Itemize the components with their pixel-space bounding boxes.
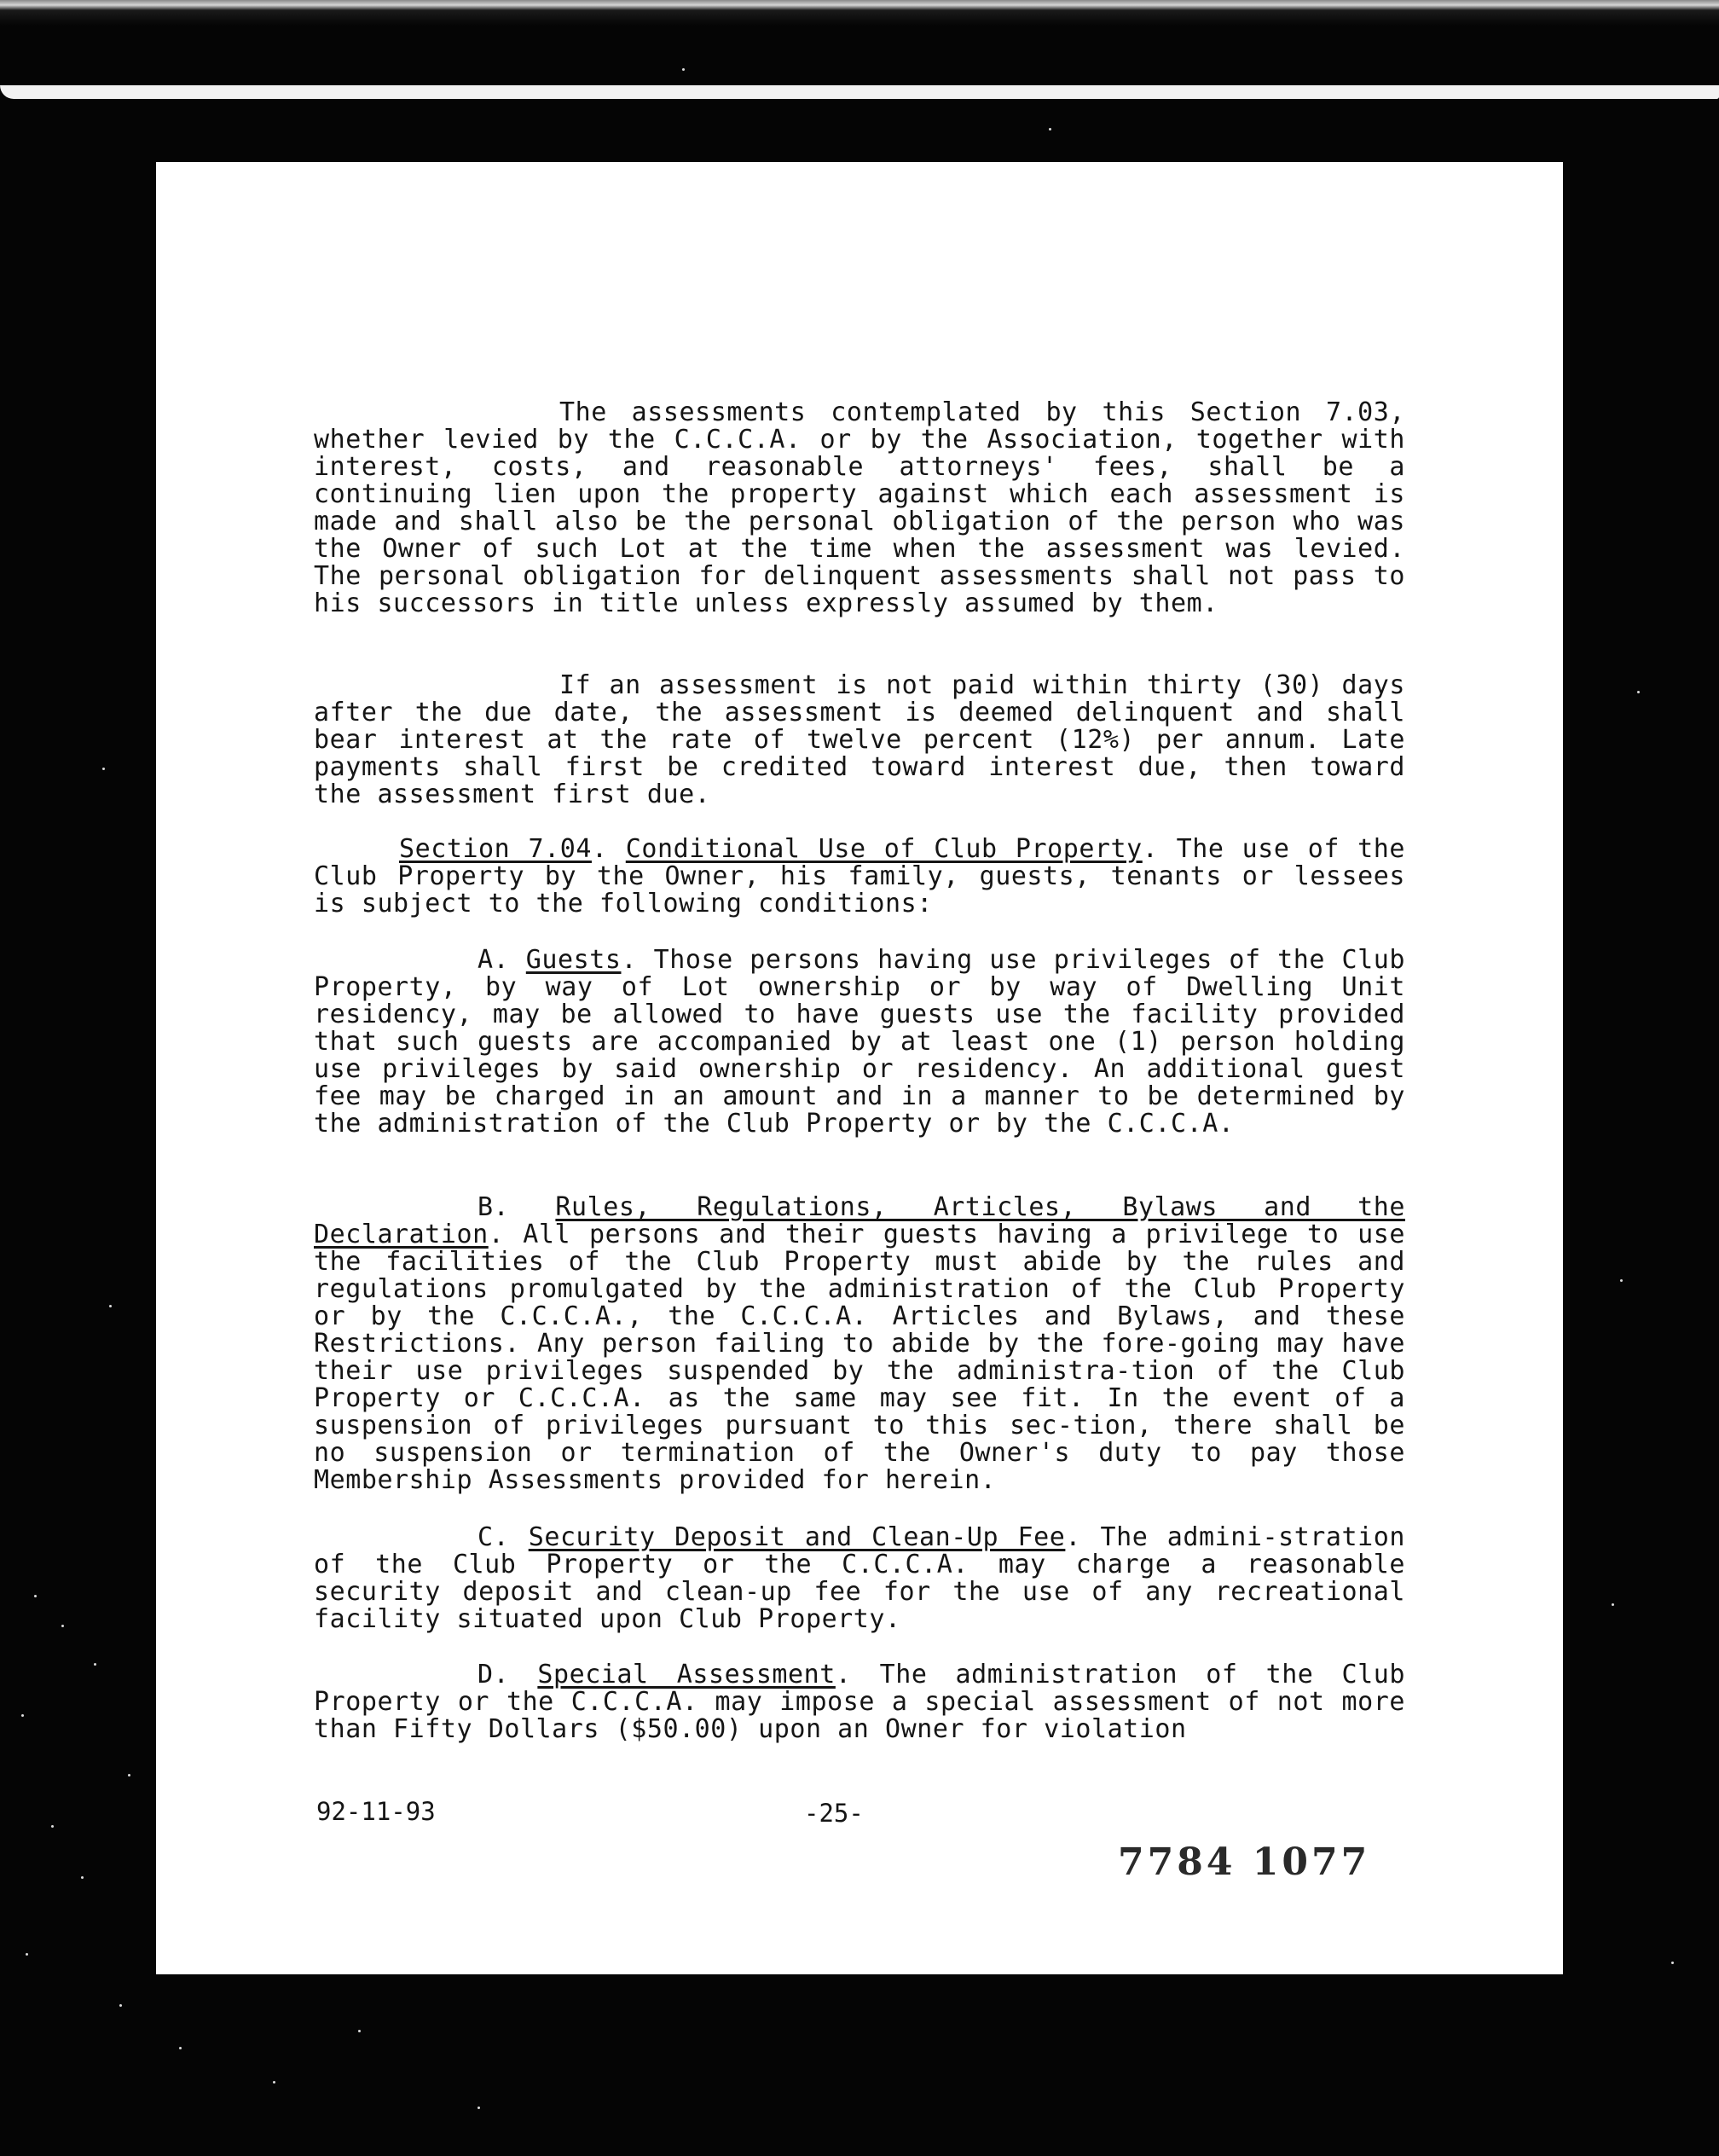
scan-noise [34, 1595, 37, 1597]
section-title: Conditional Use of Club Property [625, 834, 1143, 864]
item-body: The admini-stration of the Club Property or the C.C.C.A. may charge a reasonable security deposit and clean-up fee for the use of any recreational facility situated upon Club Property. [314, 1522, 1405, 1634]
paragraph-text: If an assessment is not paid within thirty (30) days after the due date, the assessment is deemed delinquent and shall bear interest at the rate of twelve percent (12%) per annum. Late payments shall first be credited toward interest due, then toward the assessment first due. [314, 670, 1405, 809]
item-title: Rules, Regulations, Articles, Bylaws and the Declaration [314, 1192, 1405, 1249]
scan-noise [81, 1876, 84, 1879]
scan-noise [119, 2004, 122, 2007]
scan-noise [358, 2030, 361, 2032]
paragraph-assessment-lien [314, 399, 1405, 617]
item-letter: C. [478, 1522, 510, 1552]
item-body: All persons and their guests having a privilege to use the facilities of the Club Property must abide by the rules and regulations promulgated by the administration of the Club Property or by the C.C.C.A., the C.C.C.A. Articles and Bylaws, and these Restrictions. Any person failing to abide by the fore-going may have their use privileges suspended by the administra-tion of the Club Property or C.C.C.A. as the same may see fit. In the event of a suspension of privileges pursuant to this sec-tion, there shall be no suspension or termination of the Owner's duty to pay those Membership Assessments provided for herein. [314, 1220, 1405, 1495]
scan-noise [682, 68, 685, 71]
scan-noise [1637, 691, 1640, 693]
scan-noise [21, 1714, 24, 1717]
scan-noise [94, 1663, 96, 1666]
item-c-paragraph: C. Security Deposit and Clean-Up Fee. The admini-stration of the Club Property or the C.C.C.A. may charge a reasonable security deposit and clean-up fee for the use of any recreational facility situated upon Club Property. [314, 1522, 1405, 1634]
scan-noise [109, 1305, 112, 1307]
paragraph-text: The assessments contemplated by this Section 7.03, whether levied by the C.C.C.A. or by the Association, together with interest, costs, and reasonable attorneys' fees, shall be a continuing lien upon the property against which each assessment is made and shall also be the personal obligation of the person who was the Owner of such Lot at the time when the assessment was levied. The personal obligation for delinquent assessments shall not pass to his successors in title unless expressly assumed by them. [314, 397, 1405, 618]
item-a-guests [314, 947, 1405, 1138]
scan-noise [179, 2047, 182, 2049]
item-body: The administration of the Club Property or the C.C.C.A. may impose a special assessment of not more than Fifty Dollars ($50.00) upon an Owner for violation [314, 1660, 1405, 1744]
section-7-04 [314, 836, 1405, 918]
scan-noise [1671, 1962, 1674, 1964]
scan-noise [102, 768, 105, 770]
item-title: Special Assessment [537, 1660, 836, 1689]
item-title: Security Deposit and Clean-Up Fee [528, 1522, 1066, 1552]
item-letter: B. [478, 1192, 510, 1222]
item-b-paragraph: B. Rules, Regulations, Articles, Bylaws and the Declaration. All persons and their guests having a privilege to use the facilities of the Club Property must abide by the rules and regulations promulgated by the administration of the Club Property or by the C.C.C.A., the C.C.C.A. Articles and Bylaws, and these Restrictions. Any person failing to abide by the fore-going may have their use privileges suspended by the administra-tion of the Club Property or C.C.C.A. as the same may see fit. In the event of a suspension of privileges pursuant to this sec-tion, there shall be no suspension or termination of the Owner's duty to pay those Membership Assessments provided for herein. [314, 1192, 1405, 1495]
scan-noise [1049, 128, 1051, 130]
scan-noise [273, 2081, 275, 2084]
scan-noise [128, 1774, 130, 1776]
document-page [156, 162, 1563, 1974]
scan-noise [478, 2107, 480, 2109]
scan-noise [26, 1953, 28, 1956]
item-letter: D. [478, 1660, 510, 1689]
section-body: The use of the Club Property by the Owner, his family, guests, tenants or lessees is subject to the following conditions: [314, 834, 1405, 919]
item-b-rules [314, 1194, 1405, 1494]
item-title: Guests [525, 945, 622, 975]
section-number: Section 7.04 [399, 834, 592, 864]
footer-date: 92-11-93 [316, 1797, 436, 1826]
item-body: Those persons having use privileges of the Club Property, by way of Lot ownership or by way of Dwelling Unit residency, may be allowed to have guests use the facility provided that such guests are accompanied by at least one (1) person holding use privileges by said ownership or residency. An additional guest fee may be charged in an amount and in a manner to be determined by the administration of the Club Property or by the C.C.C.A. [314, 945, 1405, 1139]
scan-top-edge [0, 0, 1719, 26]
paragraph-delinquency [314, 672, 1405, 808]
item-letter: A. [478, 945, 510, 975]
item-c-security-deposit [314, 1524, 1405, 1633]
book-page-stamp: 7784 1077 [1118, 1840, 1371, 1884]
item-a-paragraph: A. Guests. Those persons having use privileges of the Club Property, by way of Lot ownership or by way of Dwelling Unit residency, may be allowed to have guests use the facility provided that such guests are accompanied by at least one (1) person holding use privileges by said ownership or residency. An additional guest fee may be charged in an amount and in a manner to be determined by the administration of the Club Property or by the C.C.C.A. [314, 945, 1405, 1139]
page-number: -25- [804, 1799, 864, 1828]
item-d-special-assessment [314, 1661, 1405, 1743]
scan-noise [61, 1625, 64, 1627]
scan-noise [51, 1825, 54, 1828]
scan-noise [1620, 1279, 1623, 1282]
section-7-04-paragraph: Section 7.04. Conditional Use of Club Property. The use of the Club Property by the Owner, his family, guests, tenants or lessees is subject to the following conditions: [314, 834, 1405, 919]
scan-noise [1612, 1603, 1614, 1606]
scan-artifact-line [0, 85, 1719, 99]
item-d-paragraph: D. Special Assessment. The administration of the Club Property or the C.C.C.A. may impose a special assessment of not more than Fifty Dollars ($50.00) upon an Owner for violation [314, 1660, 1405, 1744]
